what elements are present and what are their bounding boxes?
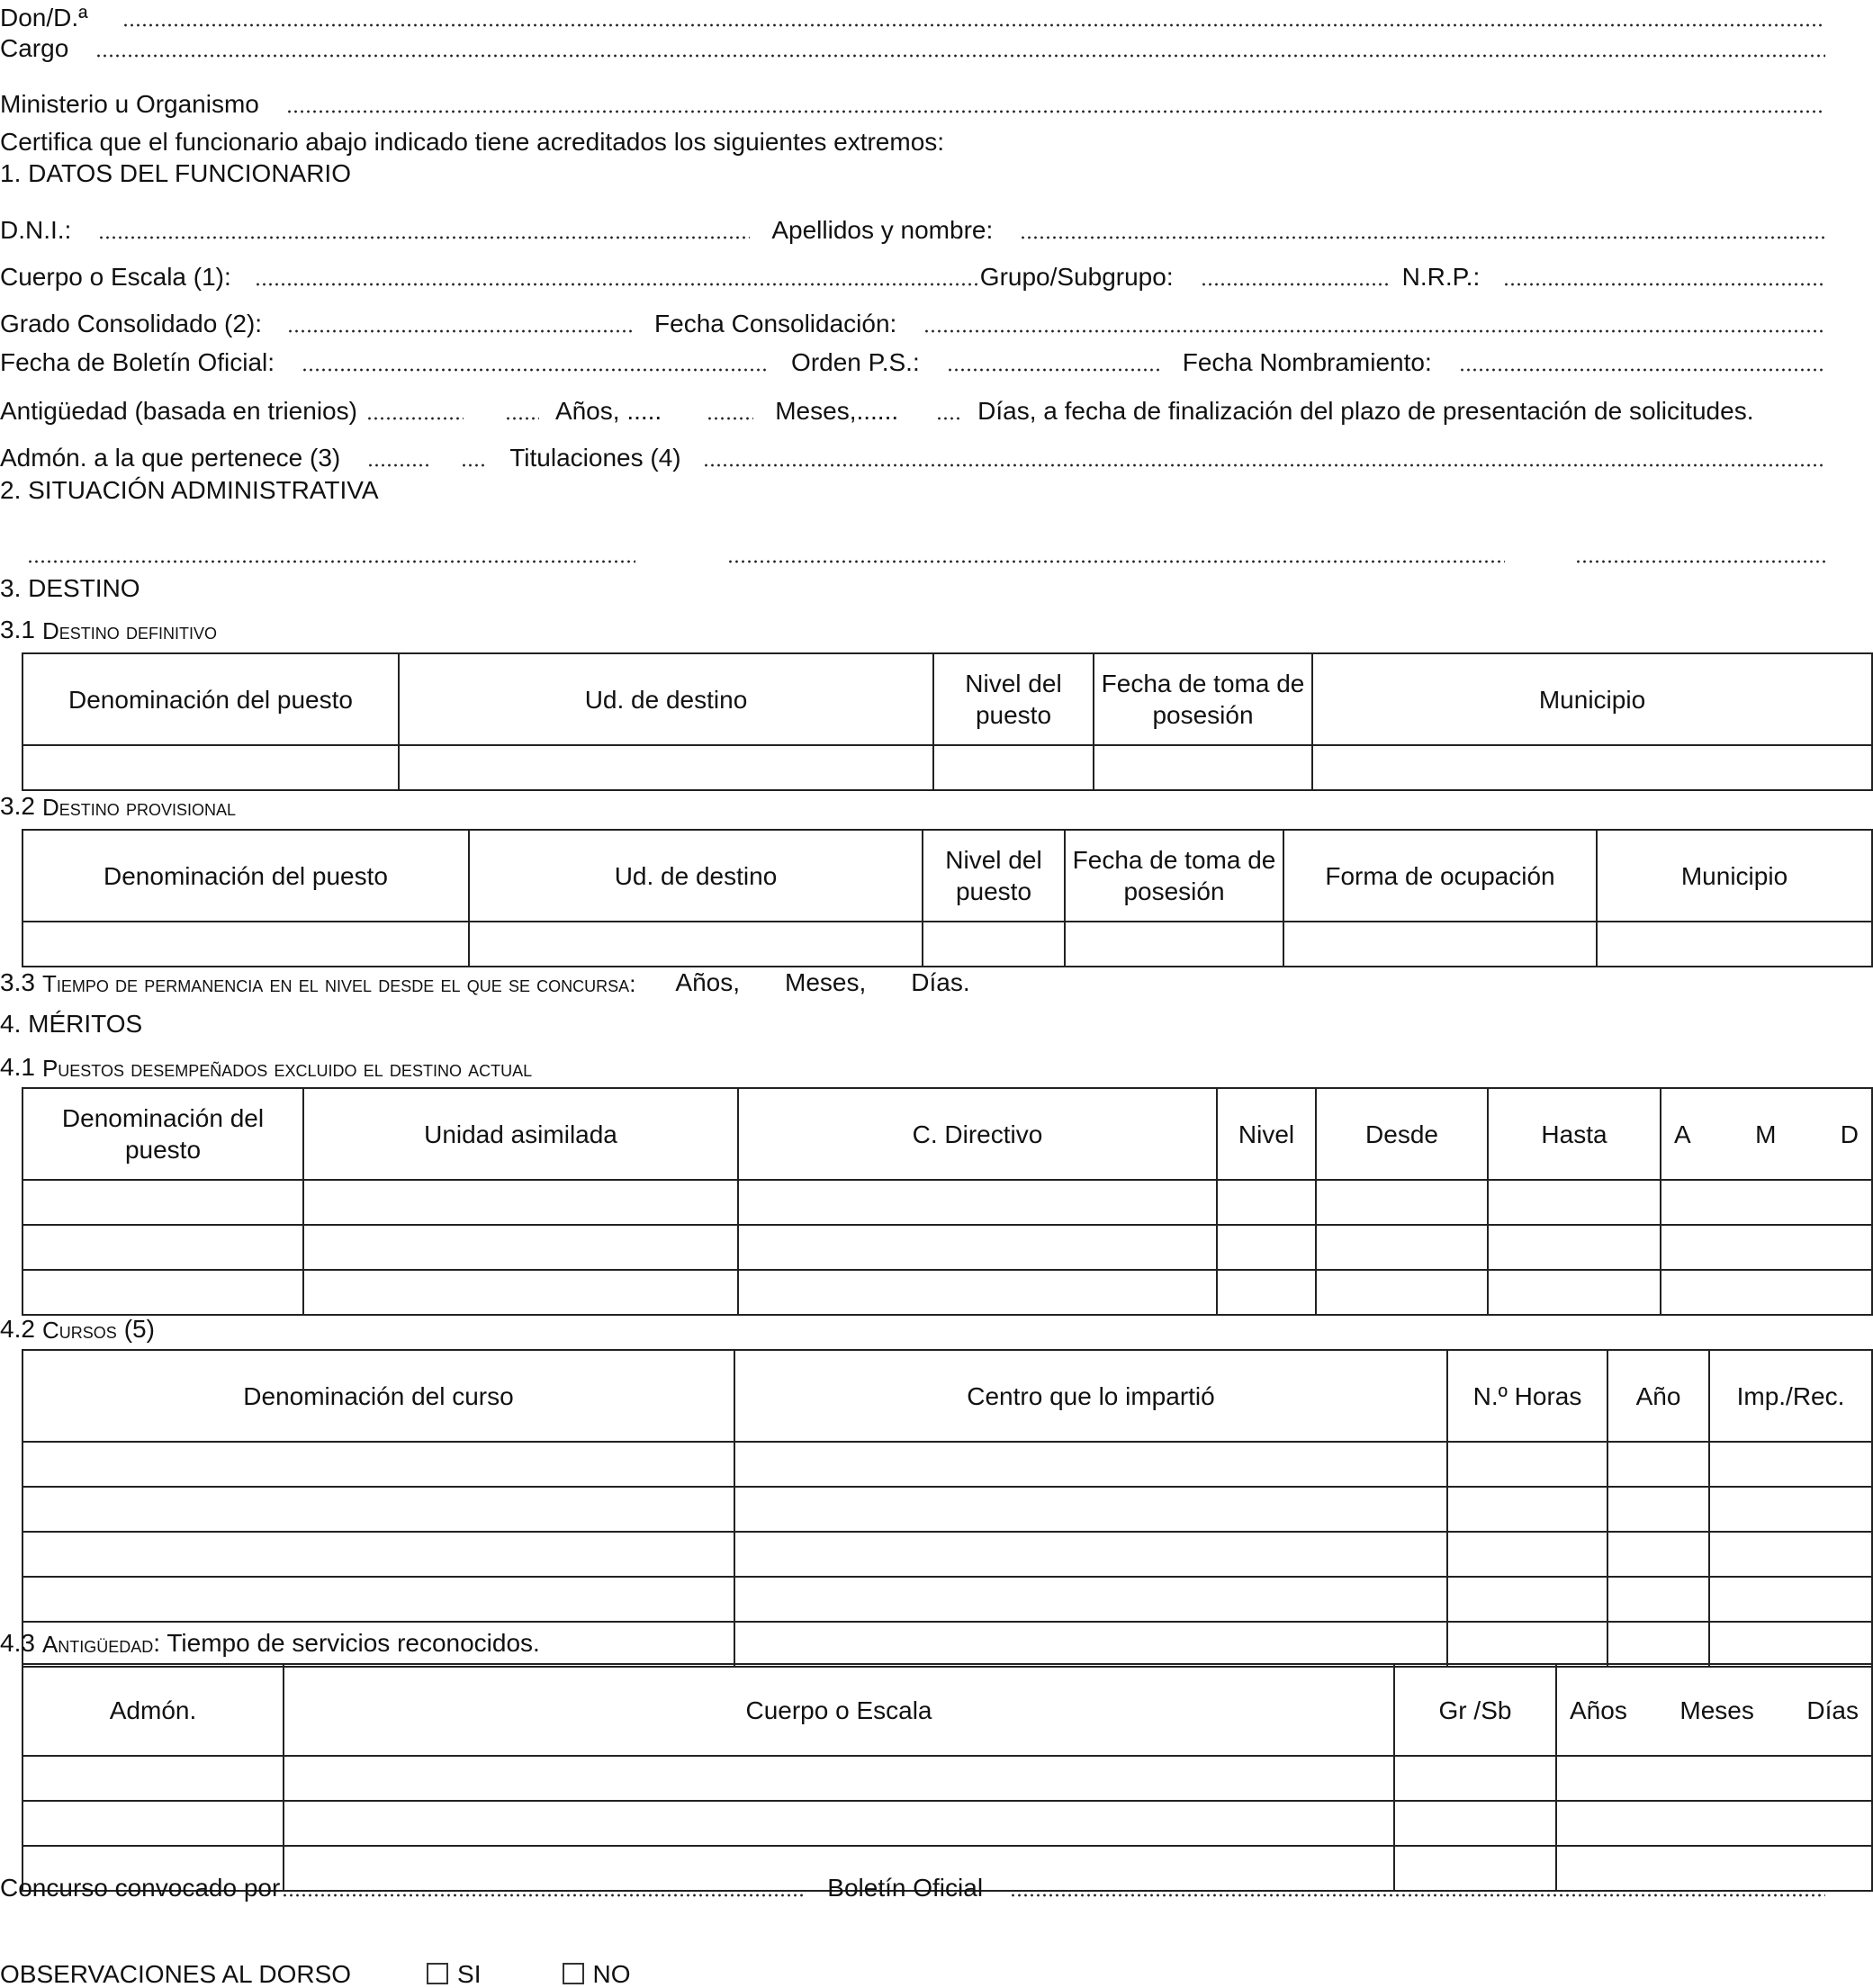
table-cell[interactable] — [1447, 1577, 1607, 1622]
orden-label: Orden P.S.: — [791, 348, 920, 376]
cargo-field[interactable] — [95, 49, 1825, 58]
table-cell[interactable] — [1217, 1180, 1316, 1225]
table-cell[interactable] — [1607, 1532, 1709, 1577]
table-row — [23, 1270, 1872, 1315]
s32-num: 3.2 — [0, 792, 35, 820]
dias-label: Días, a fecha de finalización del plazo de presentación de solicitudes. — [977, 397, 1754, 425]
t43-header-amd — [1556, 1664, 1872, 1756]
t31-header-denominacion: Denominación del puesto — [23, 653, 399, 745]
table-cell[interactable] — [1607, 1487, 1709, 1532]
s43-num: 4.3 — [0, 1629, 35, 1657]
table-cell[interactable] — [1709, 1442, 1872, 1487]
admon-label: Admón. a la que pertenece (3) — [0, 444, 341, 472]
table-cell[interactable] — [1488, 1180, 1661, 1225]
s33-line — [0, 965, 1836, 995]
t43-header-dias: Días — [1806, 1696, 1859, 1724]
section4-title: 4. MÉRITOS — [0, 1010, 143, 1038]
situacion-line — [0, 536, 1836, 567]
table-cell[interactable] — [1065, 922, 1283, 967]
s32-heading — [0, 788, 1836, 819]
don-line — [0, 0, 1836, 31]
s43-label: Antigüedad — [41, 1631, 154, 1658]
certifica-line — [0, 124, 1836, 155]
admon-field-2[interactable] — [461, 459, 488, 468]
boletin-label: Boletín Oficial — [827, 1874, 984, 1902]
anios-field[interactable] — [505, 412, 539, 421]
table-cell[interactable] — [734, 1487, 1447, 1532]
fecha-consolidacion-field[interactable] — [923, 325, 1825, 334]
titulaciones-field[interactable] — [703, 459, 1825, 468]
fecha-consolidacion-label: Fecha Consolidación: — [654, 310, 897, 337]
t32-header-municipio: Municipio — [1597, 830, 1872, 922]
table-cell[interactable] — [1394, 1801, 1556, 1846]
s41-num: 4.1 — [0, 1053, 35, 1081]
anios-label: Años, ..... — [554, 397, 662, 425]
table-cell[interactable] — [1094, 745, 1312, 790]
t32-header-denominacion: Denominación del puesto — [23, 830, 469, 922]
t41-header-hasta: Hasta — [1488, 1088, 1661, 1180]
si-checkbox[interactable] — [427, 1963, 448, 1984]
table-cell[interactable] — [1447, 1487, 1607, 1532]
table-cell[interactable] — [1217, 1270, 1316, 1315]
situacion-field-1[interactable] — [27, 555, 635, 564]
meses-label: Meses,...... — [775, 397, 899, 425]
table-cell[interactable] — [23, 745, 399, 790]
t41-header-amd — [1661, 1088, 1872, 1180]
table-cell[interactable] — [933, 745, 1094, 790]
cursos-table — [22, 1349, 1873, 1668]
t42-header-horas: N.º Horas — [1447, 1350, 1607, 1442]
s42-label: Cursos — [41, 1317, 117, 1344]
s43-heading — [0, 1625, 1836, 1656]
table-cell[interactable] — [1709, 1532, 1872, 1577]
admon-field[interactable] — [367, 459, 428, 468]
section1-title-line — [0, 156, 1836, 186]
s43-suffix: : Tiempo de servicios reconocidos. — [153, 1629, 540, 1657]
table-row — [23, 1180, 1872, 1225]
section3-title: 3. DESTINO — [0, 574, 140, 602]
table-cell[interactable] — [23, 1270, 303, 1315]
t41-header-directivo: C. Directivo — [738, 1088, 1217, 1180]
grado-field[interactable] — [287, 325, 633, 334]
t43-header-cuerpo: Cuerpo o Escala — [284, 1664, 1394, 1756]
cargo-label: Cargo — [0, 34, 69, 62]
grupo-label: Grupo/Subgrupo: — [979, 263, 1174, 291]
ministerio-field[interactable] — [286, 105, 1825, 114]
table-cell[interactable] — [1709, 1487, 1872, 1532]
fecha-boletin-line — [0, 345, 1836, 375]
ministerio-line — [0, 86, 1836, 117]
boletin-field[interactable] — [1010, 1889, 1825, 1898]
s33-label: Tiempo de permanencia en el nivel desde el que se concursa: — [41, 970, 636, 997]
s41-label: Puestos desempeñados excluido el destino actual — [41, 1055, 533, 1082]
table-cell[interactable] — [23, 1801, 284, 1846]
table-cell[interactable] — [734, 1532, 1447, 1577]
apellidos-field[interactable] — [1020, 231, 1825, 240]
table-cell[interactable] — [23, 1487, 734, 1532]
table-row — [23, 1577, 1872, 1622]
dni-label: D.N.I.: — [0, 216, 72, 244]
table-cell[interactable] — [399, 745, 933, 790]
s41-heading — [0, 1049, 1836, 1080]
t43-header-grupo: Gr /Sb — [1394, 1664, 1556, 1756]
table-cell[interactable] — [1283, 922, 1597, 967]
t31-header-fecha: Fecha de toma de posesión — [1094, 653, 1312, 745]
table-cell[interactable] — [1217, 1225, 1316, 1270]
table-cell[interactable] — [1316, 1225, 1488, 1270]
grado-label: Grado Consolidado (2): — [0, 310, 263, 337]
s31-num: 3.1 — [0, 616, 35, 643]
t31-header-municipio: Municipio — [1312, 653, 1872, 745]
trienios-field[interactable] — [366, 412, 464, 421]
s33-dias: Días. — [911, 968, 970, 996]
t41-header-d: D — [1840, 1120, 1859, 1148]
table-cell[interactable] — [923, 922, 1065, 967]
ministerio-label: Ministerio u Organismo — [0, 90, 259, 118]
no-label: NO — [592, 1960, 631, 1988]
apellidos-label: Apellidos y nombre: — [771, 216, 994, 244]
table-cell[interactable] — [303, 1225, 738, 1270]
situacion-field-3[interactable] — [1575, 555, 1825, 564]
si-option[interactable] — [427, 1962, 481, 1987]
cuerpo-label: Cuerpo o Escala (1): — [0, 263, 231, 291]
cargo-line — [0, 31, 1836, 61]
table-cell[interactable] — [1394, 1756, 1556, 1801]
table-row — [23, 922, 1872, 967]
fecha-nombramiento-label: Fecha Nombramiento: — [1182, 348, 1432, 376]
table-cell[interactable] — [1488, 1225, 1661, 1270]
antiguedad-line — [0, 393, 1836, 424]
table-row — [23, 1442, 1872, 1487]
table-row — [23, 1801, 1872, 1846]
concurso-field[interactable] — [282, 1889, 806, 1898]
t41-header-m: M — [1755, 1120, 1777, 1148]
cuerpo-field[interactable] — [255, 278, 978, 287]
certifica-text: Certifica que el funcionario abajo indicado tiene acreditados los siguientes extremos: — [0, 128, 945, 156]
section2-title: 2. SITUACIÓN ADMINISTRATIVA — [0, 476, 379, 504]
destino-provisional-table — [22, 829, 1873, 967]
dias-field[interactable] — [936, 412, 959, 421]
observaciones-label: OBSERVACIONES AL DORSO — [0, 1960, 352, 1988]
section3-title-line — [0, 571, 1836, 601]
table-cell[interactable] — [23, 1532, 734, 1577]
dni-field[interactable] — [98, 231, 750, 240]
t31-header-nivel: Nivel del puesto — [933, 653, 1094, 745]
t32-header-fecha: Fecha de toma de posesión — [1065, 830, 1283, 922]
table-row — [23, 1756, 1872, 1801]
s33-meses: Meses, — [785, 968, 867, 996]
table-cell[interactable] — [284, 1756, 1394, 1801]
t42-header-imp: Imp./Rec. — [1709, 1350, 1872, 1442]
t32-header-unidad: Ud. de destino — [469, 830, 923, 922]
don-field[interactable] — [122, 19, 1825, 28]
fecha-nombramiento-field[interactable] — [1459, 364, 1825, 373]
nrp-label: N.R.P.: — [1401, 263, 1481, 291]
grado-line — [0, 306, 1836, 337]
table-cell[interactable] — [23, 1577, 734, 1622]
table-cell[interactable] — [303, 1180, 738, 1225]
section2-title-line — [0, 472, 1836, 503]
meses-field[interactable] — [707, 412, 753, 421]
no-checkbox[interactable] — [563, 1963, 584, 1984]
titulaciones-label: Titulaciones (4) — [509, 444, 681, 472]
admon-line — [0, 440, 1836, 471]
table-cell[interactable] — [23, 1442, 734, 1487]
table-row — [23, 1487, 1872, 1532]
table-cell[interactable] — [469, 922, 923, 967]
table-cell[interactable] — [1556, 1801, 1872, 1846]
antiguedad-label: Antigüedad (basada en trienios) — [0, 397, 357, 425]
t43-header-admon: Admón. — [23, 1664, 284, 1756]
table-cell[interactable] — [1607, 1442, 1709, 1487]
table-cell[interactable] — [1312, 745, 1872, 790]
si-label: SI — [457, 1960, 482, 1988]
antiguedad-table — [22, 1663, 1873, 1892]
table-cell[interactable] — [1661, 1225, 1872, 1270]
fecha-boletin-field[interactable] — [302, 364, 770, 373]
table-cell[interactable] — [23, 922, 469, 967]
table-cell[interactable] — [1488, 1270, 1661, 1315]
table-row — [23, 1225, 1872, 1270]
table-cell[interactable] — [1597, 922, 1872, 967]
s33-num: 3.3 — [0, 968, 35, 996]
table-cell[interactable] — [738, 1270, 1217, 1315]
table-cell[interactable] — [23, 1180, 303, 1225]
table-cell[interactable] — [734, 1577, 1447, 1622]
table-row — [23, 745, 1872, 790]
t41-header-denominacion: Denominación del puesto — [23, 1088, 303, 1180]
s31-heading — [0, 612, 1836, 643]
table-cell[interactable] — [23, 1225, 303, 1270]
table-cell[interactable] — [1556, 1756, 1872, 1801]
s42-suffix: (5) — [123, 1315, 155, 1343]
t41-header-nivel: Nivel — [1217, 1088, 1316, 1180]
t32-header-forma: Forma de ocupación — [1283, 830, 1597, 922]
s31-label: Destino definitivo — [41, 617, 217, 644]
table-cell[interactable] — [1661, 1270, 1872, 1315]
grupo-field[interactable] — [1201, 278, 1391, 287]
table-cell[interactable] — [738, 1180, 1217, 1225]
no-option[interactable] — [563, 1962, 631, 1987]
t41-header-desde: Desde — [1316, 1088, 1488, 1180]
table-cell[interactable] — [303, 1270, 738, 1315]
fecha-boletin-label: Fecha de Boletín Oficial: — [0, 348, 275, 376]
nrp-field[interactable] — [1503, 278, 1825, 287]
table-cell[interactable] — [23, 1756, 284, 1801]
t41-header-a: A — [1674, 1120, 1691, 1148]
don-label: Don/D.ª — [0, 4, 88, 31]
concurso-label: Concurso convocado por — [0, 1874, 281, 1902]
s33-anios: Años, — [675, 968, 741, 996]
cuerpo-line — [0, 259, 1836, 290]
table-row — [23, 1532, 1872, 1577]
s32-label: Destino provisional — [41, 794, 236, 821]
t41-header-unidad: Unidad asimilada — [303, 1088, 738, 1180]
orden-field[interactable] — [947, 364, 1161, 373]
section1-title: 1. DATOS DEL FUNCIONARIO — [0, 159, 351, 187]
puestos-table — [22, 1087, 1873, 1316]
t42-header-curso: Denominación del curso — [23, 1350, 734, 1442]
table-cell[interactable] — [1316, 1180, 1488, 1225]
section4-title-line — [0, 1006, 1836, 1037]
observaciones-line — [0, 1957, 1836, 1987]
s42-heading — [0, 1311, 1836, 1342]
table-cell[interactable] — [1447, 1442, 1607, 1487]
table-cell[interactable] — [738, 1225, 1217, 1270]
table-cell[interactable] — [734, 1442, 1447, 1487]
table-cell[interactable] — [1316, 1270, 1488, 1315]
destino-definitivo-table — [22, 652, 1873, 791]
dni-line — [0, 212, 1836, 243]
t32-header-nivel: Nivel del puesto — [923, 830, 1065, 922]
table-cell[interactable] — [1607, 1577, 1709, 1622]
concurso-line — [0, 1870, 1836, 1901]
table-cell[interactable] — [1661, 1180, 1872, 1225]
t42-header-anio: Año — [1607, 1350, 1709, 1442]
table-cell[interactable] — [1709, 1577, 1872, 1622]
s42-num: 4.2 — [0, 1315, 35, 1343]
t31-header-unidad: Ud. de destino — [399, 653, 933, 745]
table-cell[interactable] — [1447, 1532, 1607, 1577]
situacion-field-2[interactable] — [727, 555, 1505, 564]
t43-header-anios: Años — [1570, 1696, 1627, 1724]
table-cell[interactable] — [284, 1801, 1394, 1846]
t43-header-meses: Meses — [1679, 1696, 1754, 1724]
t42-header-centro: Centro que lo impartió — [734, 1350, 1447, 1442]
